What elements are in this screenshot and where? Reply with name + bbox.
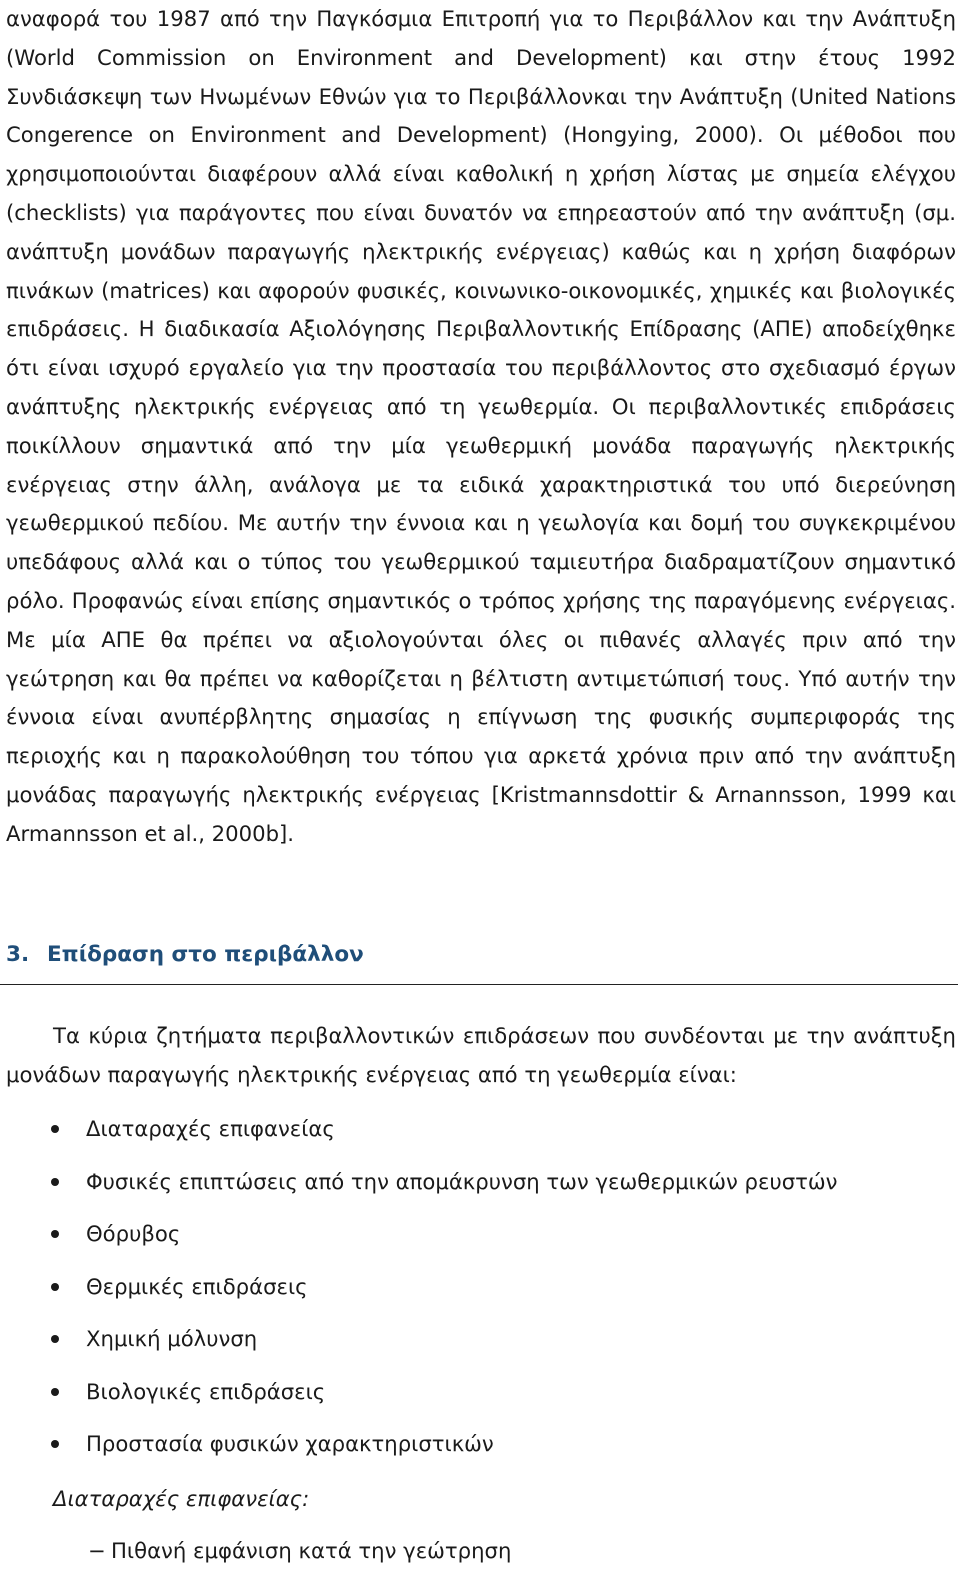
impact-list	[0, 1110, 950, 1478]
list-item-text: Διαταραχές επιφανείας	[86, 1116, 335, 1141]
list-item	[0, 1163, 950, 1216]
list-item	[0, 1110, 950, 1163]
dash-item-text: Πιθανή εμφάνιση κατά την γεώτρηση	[111, 1538, 512, 1563]
bullet-icon	[51, 1440, 59, 1448]
bullet-icon	[51, 1125, 59, 1133]
list-item	[0, 1320, 950, 1373]
list-item	[0, 1425, 950, 1478]
bullet-icon	[51, 1388, 59, 1396]
bullet-icon	[51, 1178, 59, 1186]
list-item-text: Θερμικές επιδράσεις	[86, 1273, 308, 1299]
dash-list-item	[88, 1532, 511, 1570]
list-item-text: Φυσικές επιπτώσεις από την απομάκρυνση των γεωθερμικών ρευστών	[86, 1168, 838, 1194]
list-item	[0, 1215, 950, 1268]
intro-paragraph: Τα κύρια ζητήματα περιβαλλοντικών επιδράσεων που συνδέονται με την ανάπτυξη μονάδων παραγωγής ηλεκτρικής ενέργειας από τη γεωθερμία είναι:	[6, 1023, 956, 1087]
section-number: 3.	[6, 942, 30, 967]
subheading: Διαταραχές επιφανείας:	[53, 1486, 310, 1511]
list-item-text: Βιολογικές επιδράσεις	[86, 1378, 326, 1404]
list-item-text: Προστασία φυσικών χαρακτηριστικών	[86, 1431, 494, 1456]
list-item-text: Θόρυβος	[86, 1221, 181, 1246]
heading-rule	[0, 984, 958, 985]
dash-icon: −	[88, 1538, 106, 1563]
list-item	[0, 1373, 950, 1426]
bullet-icon	[51, 1335, 59, 1343]
body-paragraph: αναφορά του 1987 από την Παγκόσμια Επιτροπή για το Περιβάλλον και την Ανάπτυξη (World Commission on Environment and Development) και στην έτους 1992 Συνδιάσκεψη των Ηνωμένων Εθνών για το Περιβάλλονκαι την Ανάπτυξη (United Nations Congerence on Environment and Development) (Hongying, 2000). Οι μέθοδοι που χρησιμοποιούνται διαφέρουν αλλά είναι καθολική η χρήση λίστας με σημεία ελέγχου (checklists) για παράγοντες που είναι δυνατόν να επηρεαστούν από την ανάπτυξη (σμ. ανάπτυξη μονάδων παραγωγής ηλεκτρικής ενέργειας) καθώς και η χρήση διαφόρων πινάκων (matrices) και αφορούν φυσικές, κοινωνικο-οικονομικές, χημικές και βιολογικές επιδράσεις. Η διαδικασία Αξιολόγησης Περιβαλλοντικής Επίδρασης (ΑΠΕ) αποδείχθηκε ότι είναι ισχυρό εργαλείο για την προστασία του περιβάλλοντος στο σχεδιασμό έργων ανάπτυξης ηλεκτρικής ενέργειας από τη γεωθερμία. Οι περιβαλλοντικές επιδράσεις ποικίλλουν σημαντικά από την μία γεωθερμική μονάδα παραγωγής ηλεκτρικής ενέργειας στην άλλη, ανάλογα με τα ειδικά χαρακτηριστικά του υπό διερεύνηση γεωθερμικού πεδίου. Με αυτήν την έννοια και η γεωλογία και δομή του συγκεκριμένου υπεδάφους αλλά και ο τύπος του γεωθερμικού ταμιευτήρα διαδραματίζουν σημαντικό ρόλο. Προφανώς είναι επίσης σημαντικός ο τρόπος χρήσης της παραγόμενης ενέργειας. Με μία ΑΠΕ θα πρέπει να αξιολογούνται όλες οι πιθανές αλλαγές πριν από την γεώτρηση και θα πρέπει να καθορίζεται η βέλτιστη αντιμετώπισή τους. Υπό αυτήν την έννοια είναι ανυπέρβλητης σημασίας η επίγνωση της φυσικής συμπεριφοράς της περιοχής και η παρακολούθηση του τόπου για αρκετά χρόνια πριν από την ανάπτυξη μονάδας παραγωγής ηλεκτρικής ενέργειας [Kristmannsdottir & Arnannsson, 1999 και Armannsson et al., 2000b].	[6, 6, 956, 846]
section-heading	[6, 936, 956, 974]
bullet-icon	[51, 1230, 59, 1238]
list-item-text: Χημική μόλυνση	[86, 1326, 258, 1351]
list-item	[0, 1268, 950, 1321]
section-title: Επίδραση στο περιβάλλον	[47, 942, 364, 967]
bullet-icon	[51, 1283, 59, 1291]
